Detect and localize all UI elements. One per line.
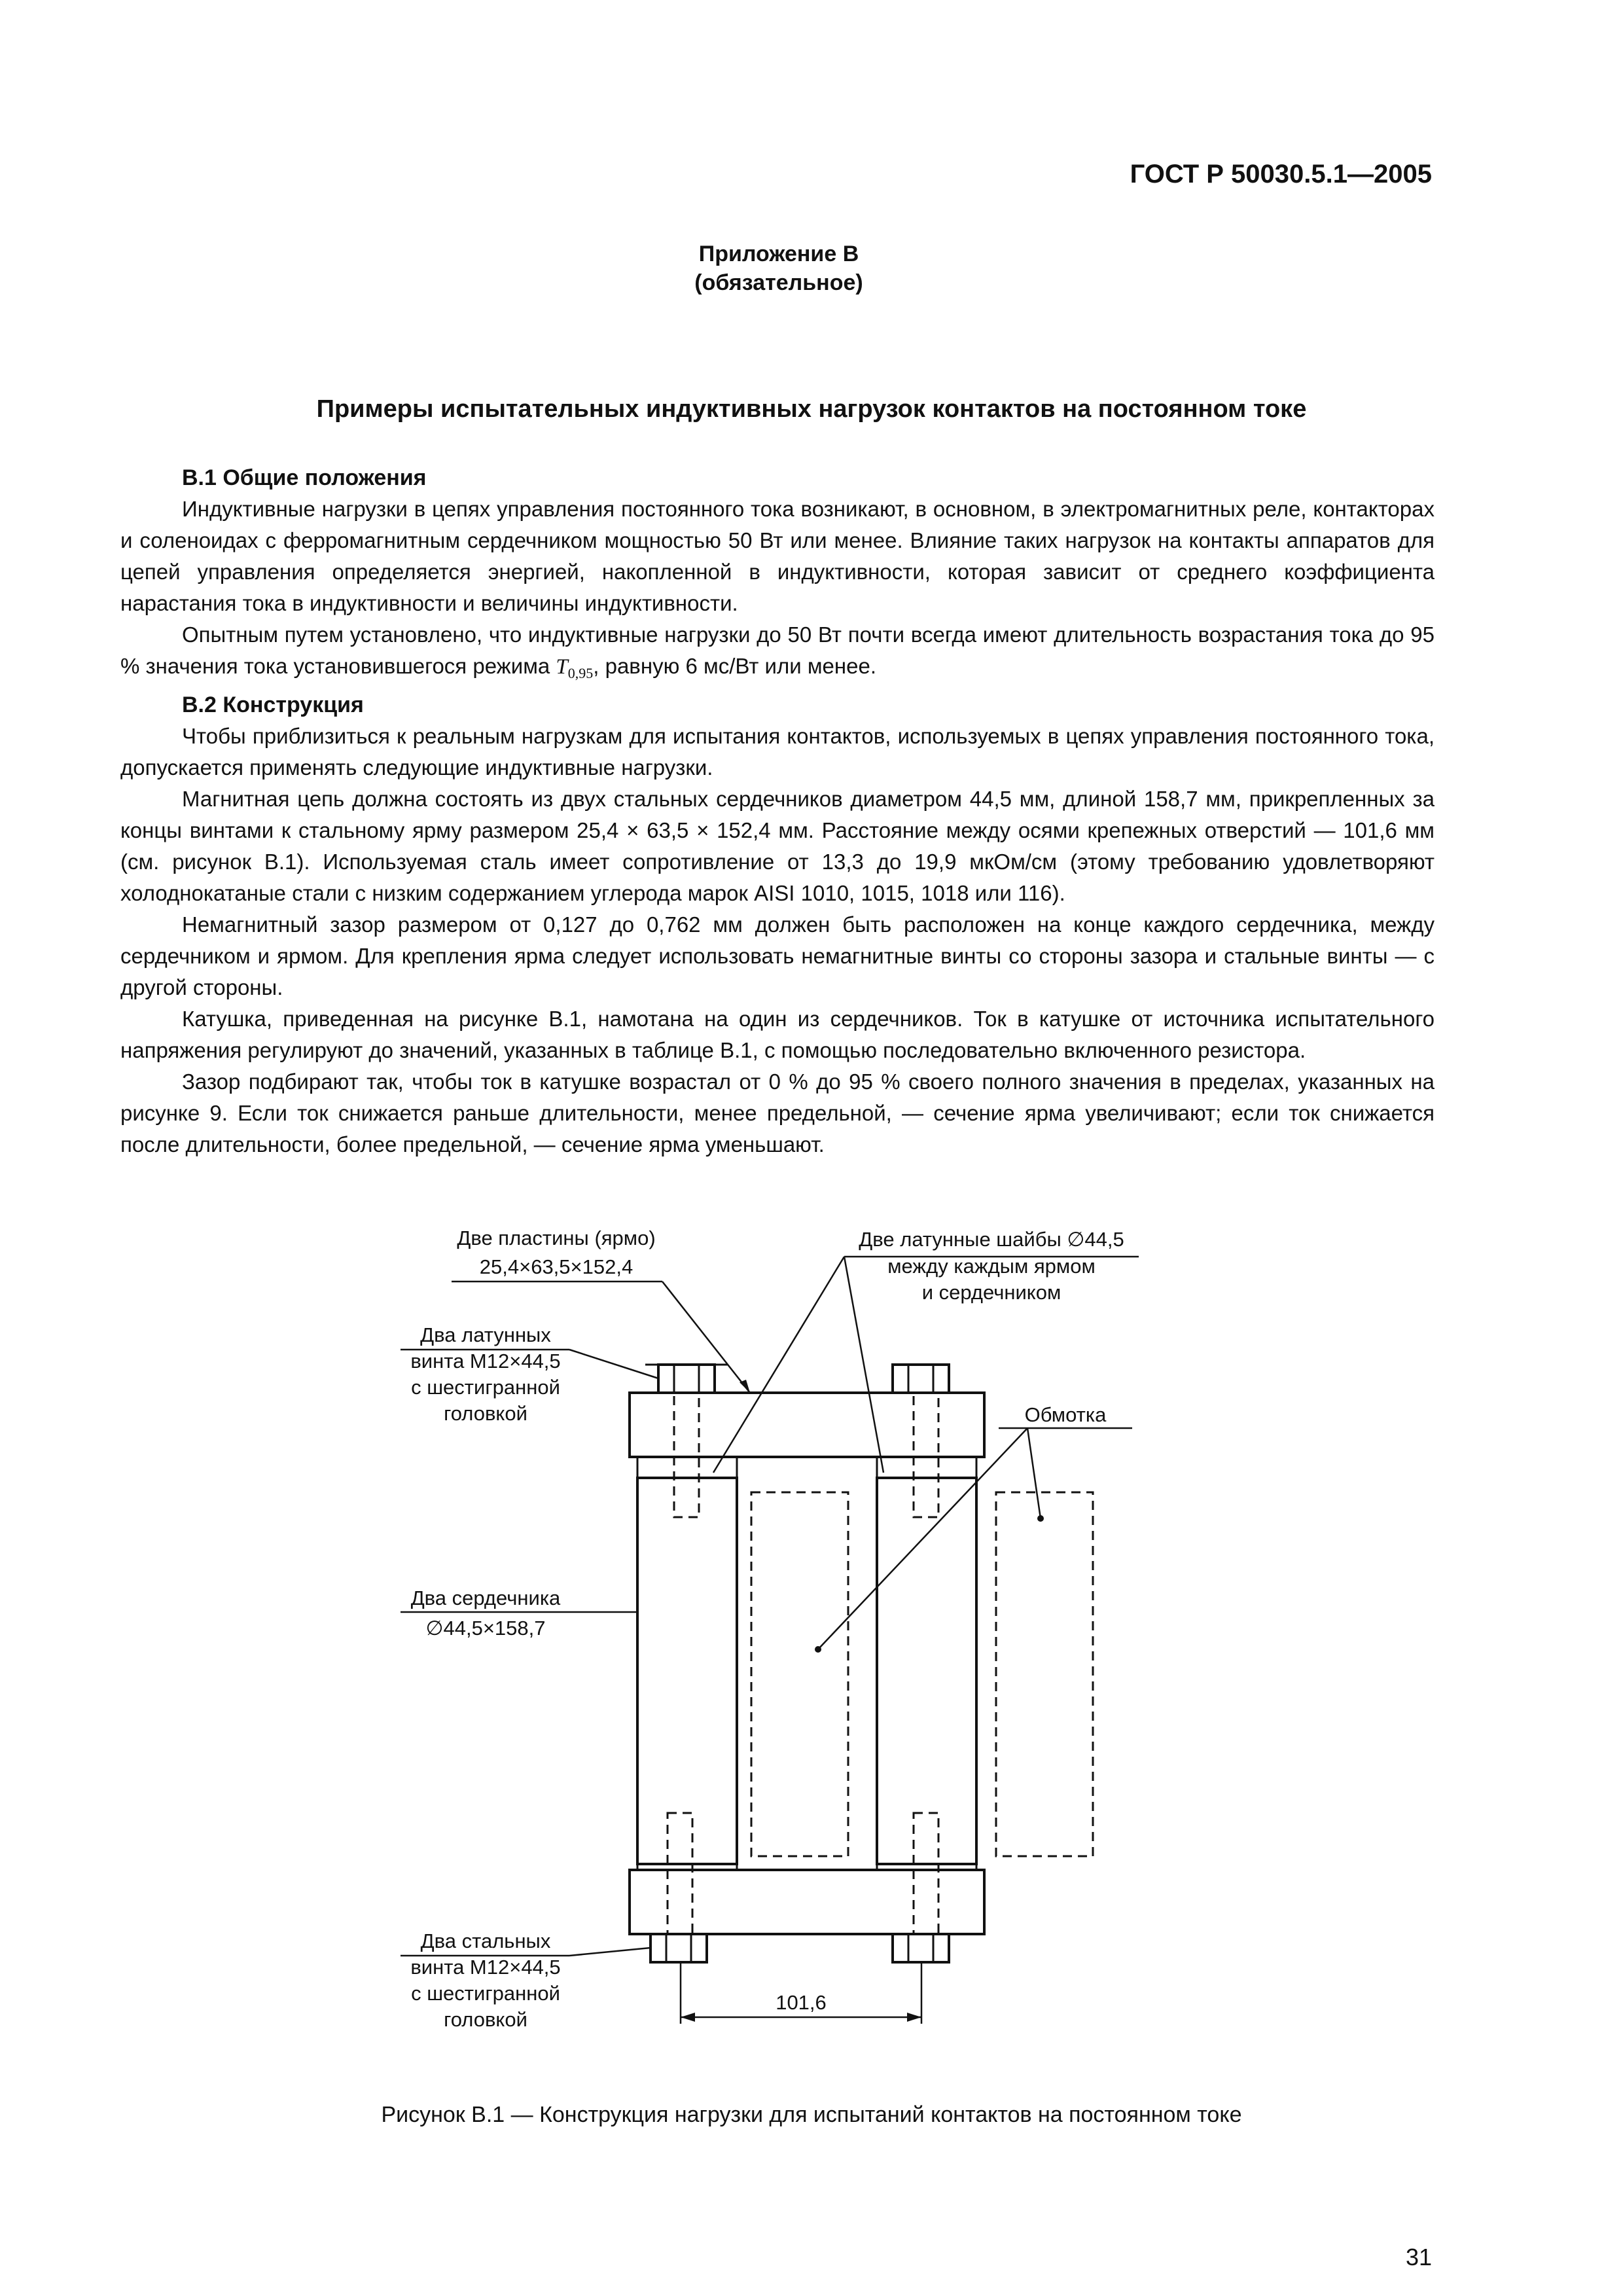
label-plates: Две пластины (ярмо)	[457, 1227, 656, 1249]
yoke-gap	[737, 1457, 877, 1870]
bottom-yoke-plate	[630, 1870, 984, 1934]
formula-subscript: 0,95	[567, 665, 594, 681]
paragraph: Немагнитный зазор размером от 0,127 до 0,762 мм должен быть расположен на конце каждого сердечника, между сердечником и ярмом. Для крепления ярма следует использовать немагнитные винты со стороны зазора и стальные винты — с другой стороны.	[120, 912, 1435, 999]
label-brass-screws-line4: головкой	[444, 1402, 527, 1425]
formula-symbol: T	[556, 655, 568, 679]
section-heading: В.2 Конструкция	[182, 692, 364, 717]
paragraph: Чтобы приблизиться к реальным нагрузкам для испытания контактов, используемых в цепях управления постоянного тока, допускается применять следующие индуктивные нагрузки.	[120, 724, 1435, 780]
label-cores-size: ∅44,5×158,7	[425, 1617, 546, 1640]
screw-shank-hidden	[668, 1813, 692, 1934]
steel-screw-head	[893, 1934, 949, 1962]
washer	[637, 1457, 737, 1478]
figure-caption: Рисунок В.1 — Конструкция нагрузки для испытаний контактов на постоянном токе	[381, 2102, 1242, 2127]
label-steel-screws-line3: с шестигранной	[411, 1982, 560, 2005]
appendix-label: Приложение В	[698, 242, 859, 266]
label-cores: Два сердечника	[410, 1587, 561, 1609]
arrowheads	[681, 1380, 1044, 2022]
figure-labels	[410, 1227, 1124, 2031]
document-id: ГОСТ Р 50030.5.1—2005	[1130, 160, 1432, 188]
magnetic-circuit-drawing	[630, 1365, 984, 1962]
screw-shank-hidden	[914, 1393, 938, 1517]
appendix-status: (обязательное)	[694, 270, 863, 295]
appendix-title: Примеры испытательных индуктивных нагрузок контактов на постоянном токе	[316, 395, 1307, 423]
paragraph: Зазор подбирают так, чтобы ток в катушке возрастал от 0 % до 95 % своего полного значения в пределах, указанных на рисунке 9. Если ток снижается раньше длительности, менее предельной, — сечение ярма увеличивают; если ток снижается после длительности, более предельной, — сечение ярма уменьшают.	[120, 1069, 1435, 1157]
brass-screw-head	[893, 1365, 949, 1393]
washer	[877, 1864, 976, 1870]
paragraph: Катушка, приведенная на рисунке В.1, намотана на один из сердечников. Ток в катушке от источника испытательного напряжения регулируют до значений, указанных в таблице В.1, с помощью последовательно включенного резистора.	[120, 1007, 1435, 1062]
paragraph: Индуктивные нагрузки в цепях управления постоянного тока возникают, в основном, в электромагнитных реле, контакторах и соленоидах с ферромагнитным сердечником мощностью 50 Вт или менее. Влияние таких нагрузок на контакты аппаратов для цепей управления определяется энергией, накопленной в индуктивности, которая зависит от среднего коэффициента нарастания тока в индуктивности и величины индуктивности.	[120, 497, 1435, 615]
section-heading: В.1 Общие положения	[182, 465, 427, 490]
label-steel-screws-line4: головкой	[444, 2008, 527, 2031]
screw-head-details	[645, 1365, 933, 1962]
label-washers-line3: и сердечником	[921, 1281, 1061, 1304]
right-core	[877, 1478, 976, 1864]
label-brass-screws-line3: с шестигранной	[411, 1376, 560, 1399]
paragraph: Магнитная цепь должна состоять из двух стальных сердечников диаметром 44,5 мм, длиной 158,7 мм, прикрепленных за концы винтами к стальному ярму размером 25,4 × 63,5 × 152,4 мм. Расстояние между осями крепежных отверстий — 101,6 мм (см. рисунок В.1). Используемая сталь имеет сопротивление от 13,3 до 19,9 мкОм/см (этому требованию удовлетворяют холоднокатаные стали с низким содержанием углерода марок AISI 1010, 1015, 1018 или 116).	[120, 787, 1435, 905]
label-washers-line2: между каждым ярмом	[887, 1255, 1096, 1278]
left-core	[637, 1478, 737, 1864]
hidden-lines	[668, 1393, 1093, 1934]
label-steel-screws-line2: винта М12×44,5	[410, 1956, 561, 1979]
label-brass-screws-line2: винта М12×44,5	[410, 1350, 561, 1372]
screw-shank-hidden	[914, 1813, 938, 1934]
label-plates-size: 25,4×63,5×152,4	[479, 1255, 633, 1278]
label-washers: Две латунные шайбы ∅44,5	[859, 1228, 1124, 1251]
label-steel-screws: Два стальных	[420, 1929, 551, 1952]
page-number: 31	[1405, 2244, 1432, 2270]
washer	[637, 1864, 737, 1870]
dimension-label: 101,6	[776, 1991, 827, 2014]
screw-shank-hidden	[674, 1393, 699, 1517]
winding-section	[996, 1492, 1093, 1856]
washer	[877, 1457, 976, 1478]
steel-screw-head	[651, 1934, 707, 1962]
top-yoke-plate	[630, 1393, 984, 1457]
label-winding: Обмотка	[1024, 1403, 1107, 1426]
brass-screw-head	[658, 1365, 715, 1393]
paragraph: Опытным путем установлено, что индуктивные нагрузки до 50 Вт почти всегда имеют длительность возрастания тока до 95 % значения тока установившегося режима $T_{0,95}$, равную 6 мс/Вт или менее.	[120, 622, 1435, 681]
winding-hidden	[751, 1492, 848, 1856]
label-brass-screws: Два латунных	[420, 1323, 551, 1346]
